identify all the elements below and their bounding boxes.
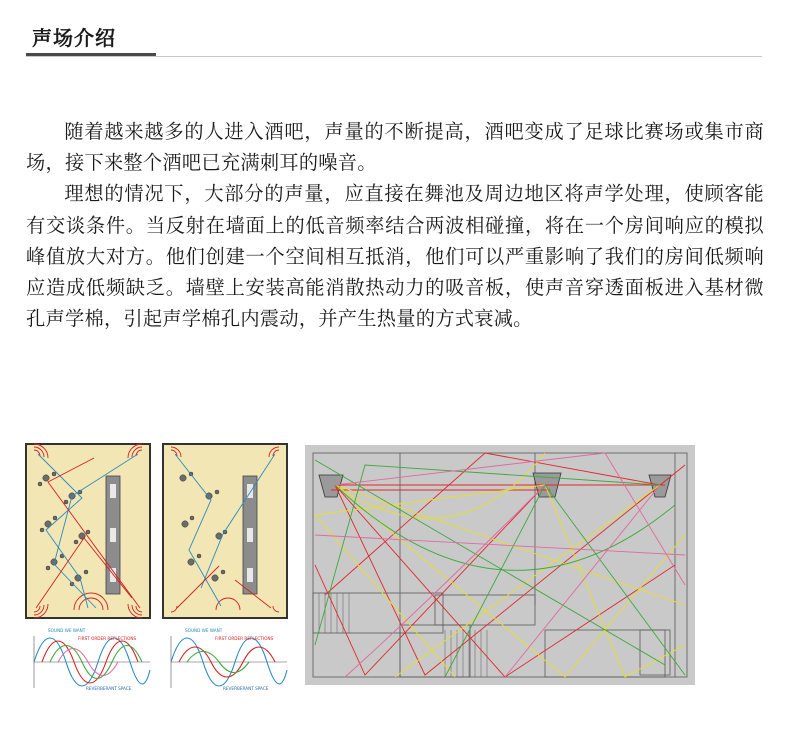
ray-tracing-svg: [305, 445, 695, 685]
waveform-panel-b: [171, 628, 287, 691]
section-title: 声场介绍: [32, 26, 116, 50]
room-reflection-svg: [24, 438, 297, 693]
waveform-panel-a: [34, 628, 150, 691]
ray-tracing-figure: [305, 445, 695, 685]
header-divider: [26, 56, 762, 57]
paragraph-2: 理想的情况下，大部分的声量，应直接在舞池及周边地区将声学处理，使顾客能有交谈条件。当反射在墙面上的低音频率结合两波相碰撞，将在一个房间响应的模拟峰值放大对方。他们创建一个空间相互抵消，他们可以严重影响了我们的房间低频响应造成低频缺乏。墙壁上安装高能消散热动力的吸音板，使声音穿透面板进入基材微孔声学棉，引起声学棉孔内震动，并产生热量的方式衰减。: [26, 182, 764, 331]
label-first-order-a: FIRST ORDER REFLECTIONS: [78, 636, 137, 641]
section-header: [24, 0, 762, 60]
label-first-order-b: FIRST ORDER REFLECTIONS: [215, 636, 274, 641]
room-plan-a: [26, 444, 150, 618]
label-reverberant-a: REVERBERANT SPACE: [86, 686, 132, 691]
paragraph-1: 随着越来越多的人进入酒吧，声量的不断提高，酒吧变成了足球比赛场或集市商场，接下来整个酒吧已充满刺耳的噪音。: [26, 120, 764, 175]
room-plan-b: [163, 444, 287, 618]
label-sound-we-want-a: SOUND WE WANT: [48, 628, 86, 633]
label-sound-we-want-b: SOUND WE WANT: [185, 628, 223, 633]
article-body: [26, 116, 764, 334]
room-reflection-figure: [24, 438, 297, 693]
label-reverberant-b: REVERBERANT SPACE: [223, 686, 269, 691]
